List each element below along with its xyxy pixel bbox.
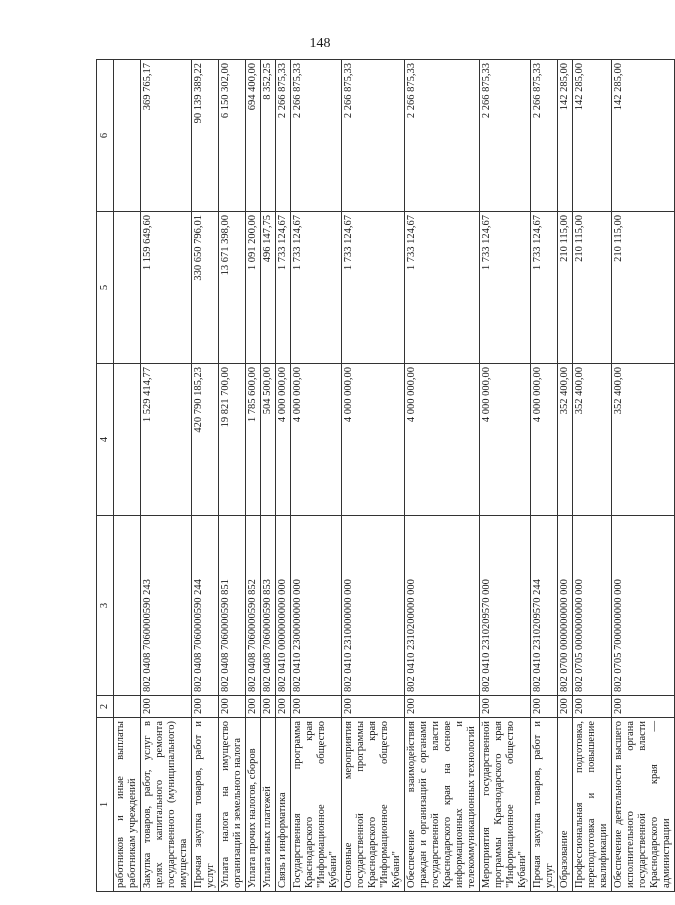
header-col-2: 2 (97, 696, 114, 718)
row-fact: 1 091 200,00 (246, 212, 261, 364)
row-name: Основные мероприятия государственной программы Краснодарского края "Информационное общество Кубани" (342, 718, 405, 892)
row-fact: 13 671 398,00 (219, 212, 246, 364)
table-row (261, 60, 276, 892)
row-csr: 802 0408 7060000590 853 (261, 516, 276, 696)
row-name: Образование (558, 718, 573, 892)
row-code: 200 (291, 696, 342, 718)
table-row (558, 60, 573, 892)
row-name: Уплата прочих налогов, сборов (246, 718, 261, 892)
row-diff: 2 266 875,33 (291, 60, 342, 212)
row-plan: 352 400,00 (573, 364, 612, 516)
row-csr: 802 0408 7060000590 243 (141, 516, 192, 696)
page-number: 148 (309, 36, 331, 51)
budget-table (96, 59, 675, 892)
row-fact: 1 733 124,67 (480, 212, 531, 364)
row-csr: 802 0410 2310209570 244 (531, 516, 558, 696)
row-plan: 4 000 000,00 (276, 364, 291, 516)
table-row (246, 60, 261, 892)
table-row (405, 60, 480, 892)
row-code: 200 (276, 696, 291, 718)
table-body (114, 60, 675, 892)
row-csr: 802 0410 2310200000 000 (405, 516, 480, 696)
row-code: 200 (405, 696, 480, 718)
table-row (276, 60, 291, 892)
row-code: 200 (141, 696, 192, 718)
row-name: работников и иные выплаты работникам учреждений (114, 718, 141, 892)
row-diff: 2 266 875,33 (531, 60, 558, 212)
row-diff: 694 400,00 (246, 60, 261, 212)
row-code: 200 (558, 696, 573, 718)
row-name: Мероприятия государственной программы Краснодарского края "Информационное общество Кубани" (480, 718, 531, 892)
row-code: 200 (246, 696, 261, 718)
row-name: Связь и информатика (276, 718, 291, 892)
row-diff: 142 285,00 (612, 60, 675, 212)
table-row (342, 60, 405, 892)
row-diff (114, 60, 141, 212)
header-col-6: 6 (97, 60, 114, 212)
row-code: 200 (612, 696, 675, 718)
row-plan: 4 000 000,00 (342, 364, 405, 516)
row-plan: 4 000 000,00 (531, 364, 558, 516)
row-plan: 4 000 000,00 (480, 364, 531, 516)
table-row (141, 60, 192, 892)
row-diff: 369 765,17 (141, 60, 192, 212)
row-fact: 210 115,00 (573, 212, 612, 364)
row-diff: 90 139 389,22 (192, 60, 219, 212)
rotated-table-container (96, 60, 672, 892)
row-name: Уплата иных платежей (261, 718, 276, 892)
header-col-5: 5 (97, 212, 114, 364)
row-code: 200 (573, 696, 612, 718)
row-plan: 1 785 600,00 (246, 364, 261, 516)
row-fact: 1 733 124,67 (276, 212, 291, 364)
row-fact: 1 159 649,60 (141, 212, 192, 364)
row-plan: 420 790 185,23 (192, 364, 219, 516)
row-diff: 2 266 875,33 (342, 60, 405, 212)
row-fact: 1 733 124,67 (531, 212, 558, 364)
row-plan: 4 000 000,00 (291, 364, 342, 516)
row-fact (114, 212, 141, 364)
row-code: 200 (480, 696, 531, 718)
row-csr: 802 0408 7060000590 852 (246, 516, 261, 696)
row-diff: 2 266 875,33 (405, 60, 480, 212)
row-diff: 2 266 875,33 (276, 60, 291, 212)
row-fact: 210 115,00 (612, 212, 675, 364)
row-plan: 352 400,00 (612, 364, 675, 516)
row-code: 200 (261, 696, 276, 718)
table-row (219, 60, 246, 892)
row-csr: 802 0408 7060000590 851 (219, 516, 246, 696)
row-fact: 1 733 124,67 (291, 212, 342, 364)
row-name: Профессиональная подготовка, переподготовка и повышение квалификации (573, 718, 612, 892)
row-name: Прочая закупка товаров, работ и услуг (531, 718, 558, 892)
row-name: Уплата налога на имущество организаций и земельного налога (219, 718, 246, 892)
header-col-1: 1 (97, 718, 114, 892)
row-name: Государственная программа Краснодарского края "Информационное общество Кубани" (291, 718, 342, 892)
row-csr: 802 0705 0000000000 000 (573, 516, 612, 696)
row-plan: 504 500,00 (261, 364, 276, 516)
row-fact: 496 147,75 (261, 212, 276, 364)
row-plan (114, 364, 141, 516)
table-row (291, 60, 342, 892)
row-csr: 802 0408 7060000590 244 (192, 516, 219, 696)
table-row (612, 60, 675, 892)
table-row (531, 60, 558, 892)
header-col-4: 4 (97, 364, 114, 516)
row-diff: 142 285,00 (558, 60, 573, 212)
row-name: Обеспечение взаимодействия граждан и организаций с органами государственной власти Краснодарского края на основе информационных и телекоммуникационных технологий (405, 718, 480, 892)
row-plan: 352 400,00 (558, 364, 573, 516)
row-diff: 142 285,00 (573, 60, 612, 212)
row-plan: 1 529 414,77 (141, 364, 192, 516)
row-csr: 802 0705 7000000000 000 (612, 516, 675, 696)
table-row (192, 60, 219, 892)
row-name: Обеспечение деятельности высшего исполнительного органа государственной власти Краснодарского края — администрации (612, 718, 675, 892)
row-fact: 1 733 124,67 (405, 212, 480, 364)
table-header-row (97, 60, 114, 892)
row-csr: 802 0700 0000000000 000 (558, 516, 573, 696)
row-plan: 19 821 700,00 (219, 364, 246, 516)
row-plan: 4 000 000,00 (405, 364, 480, 516)
table-row (573, 60, 612, 892)
row-diff: 6 150 302,00 (219, 60, 246, 212)
row-diff: 2 266 875,33 (480, 60, 531, 212)
row-code: 200 (192, 696, 219, 718)
row-csr: 802 0410 2300000000 000 (291, 516, 342, 696)
row-fact: 210 115,00 (558, 212, 573, 364)
table-row (114, 60, 141, 892)
row-csr: 802 0410 2310209570 000 (480, 516, 531, 696)
row-code: 200 (219, 696, 246, 718)
row-csr: 802 0410 2310000000 000 (342, 516, 405, 696)
table-row (480, 60, 531, 892)
row-fact: 330 650 796,01 (192, 212, 219, 364)
row-csr: 802 0410 0000000000 000 (276, 516, 291, 696)
row-fact: 1 733 124,67 (342, 212, 405, 364)
row-code: 200 (531, 696, 558, 718)
row-name: Закупка товаров, работ, услуг в целях капитального ремонта государственного (муниципального) имущества (141, 718, 192, 892)
row-code (114, 696, 141, 718)
row-name: Прочая закупка товаров, работ и услуг (192, 718, 219, 892)
row-csr (114, 516, 141, 696)
header-col-3: 3 (97, 516, 114, 696)
row-code: 200 (342, 696, 405, 718)
row-diff: 8 352,25 (261, 60, 276, 212)
